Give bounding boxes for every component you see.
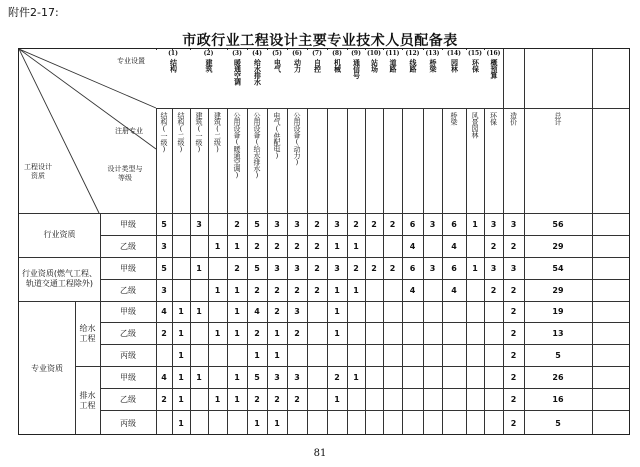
group-header-line (156, 108, 629, 109)
sub-column-label: 公用设备(暖通空调) (233, 112, 241, 179)
group-header-10 (365, 50, 383, 108)
table-cell (423, 344, 442, 366)
table-cell (307, 344, 327, 366)
group-name: 站场 (370, 59, 379, 72)
table-cell: 2 (389, 263, 396, 273)
table-cell: 2 (161, 394, 167, 404)
table-cell: 2 (161, 328, 167, 338)
group-header-14 (442, 50, 466, 108)
group-name: 概预算 (490, 59, 498, 79)
table-cell: 2 (314, 285, 320, 295)
table-cell: 2 (274, 307, 280, 316)
table-cell (208, 213, 227, 235)
table-cell (365, 301, 383, 322)
group-number: (9) (351, 50, 361, 57)
table-cell: 4 (409, 241, 416, 251)
table-cell: 3 (510, 263, 517, 273)
table-cell (402, 366, 423, 388)
table-cell (365, 279, 383, 301)
group-number: (2) (203, 50, 214, 57)
table-cell: 2 (294, 328, 300, 338)
group-number: (7) (312, 50, 322, 57)
group-name: 结构 (169, 59, 178, 72)
table-cell: 2 (510, 350, 517, 360)
group-header-16 (484, 50, 503, 108)
table-cell: 2 (274, 241, 280, 251)
group-number: (16) (486, 50, 501, 57)
group-number: (15) (467, 50, 483, 57)
table-cell (190, 235, 208, 257)
table-cell (347, 322, 365, 344)
table-cell (365, 410, 383, 436)
table-cell: 2 (510, 285, 517, 295)
table-cell: 3 (510, 219, 517, 229)
group-header-1 (156, 50, 190, 108)
table-cell: 2 (389, 219, 396, 229)
table-cell (423, 366, 442, 388)
table-cell (466, 322, 484, 344)
table-cell (402, 301, 423, 322)
corner-qualification: 工程设计资质 (24, 163, 52, 180)
table-cell (484, 388, 503, 410)
table-cell (402, 410, 423, 436)
table-cell: 2 (254, 328, 260, 338)
table-cell (208, 366, 227, 388)
table-cell (365, 322, 383, 344)
table-cell: 19 (552, 307, 564, 316)
table-cell: 2 (510, 328, 517, 338)
table-cell (365, 388, 383, 410)
group-number: (1) (168, 50, 178, 57)
table-cell: 2 (234, 219, 240, 229)
table-cell (172, 213, 190, 235)
table-cell (190, 279, 208, 301)
table-cell (365, 344, 383, 366)
table-cell: 2 (490, 241, 497, 251)
group-name: 自控 (313, 59, 322, 72)
table-cell: 1 (234, 372, 240, 382)
sub-column-label: 桥梁 (450, 112, 458, 125)
group-header-5 (267, 50, 287, 108)
table-cell: 2 (510, 394, 517, 404)
table-cell (208, 257, 227, 279)
table-cell: 3 (294, 219, 300, 229)
group-name: 园林 (450, 59, 459, 72)
table-cell: 3 (429, 263, 436, 273)
table-cell: 6 (451, 263, 457, 273)
table-cell: 6 (409, 219, 416, 229)
table-cell (383, 301, 402, 322)
table-cell (442, 366, 466, 388)
table-cell (287, 410, 307, 436)
table-cell: 4 (254, 307, 260, 316)
group-header-6 (287, 50, 307, 108)
table-cell (466, 410, 484, 436)
group-header-7 (307, 50, 327, 108)
page-title: 市政行业工程设计主要专业技术人员配备表 (182, 33, 458, 49)
table-cell (227, 410, 247, 436)
col-line (592, 49, 593, 434)
table-cell (442, 322, 466, 344)
table-cell (466, 235, 484, 257)
table-cell: 2 (314, 241, 320, 251)
table-cell: 3 (490, 219, 497, 229)
group-name: 给水排水 (253, 59, 262, 85)
grade-label: 乙级 (120, 241, 136, 251)
table-cell: 2 (234, 263, 240, 273)
table-cell: 2 (294, 394, 300, 404)
table-cell: 6 (451, 219, 457, 229)
table-cell (423, 388, 442, 410)
qualification-group: 行业资质(燃气工程、轨道交通工程除外) (21, 269, 98, 288)
table-cell: 2 (371, 219, 377, 229)
table-cell: 3 (161, 241, 167, 251)
table-cell (307, 322, 327, 344)
group-number: (12) (405, 50, 420, 57)
table-cell: 29 (552, 241, 564, 251)
page-number: 81 (313, 448, 327, 459)
table-cell: 1 (234, 241, 240, 251)
group-name: 桥梁 (429, 59, 437, 72)
group-name: 环保 (471, 59, 480, 72)
table-cell: 4 (451, 285, 457, 295)
table-cell (327, 344, 347, 366)
table-cell: 1 (334, 328, 340, 338)
table-cell (156, 410, 172, 436)
table-cell (383, 279, 402, 301)
qualification-group: 给水工程 (79, 323, 96, 343)
table-cell (307, 410, 327, 436)
corner-registered-specialty: 注册专业 (115, 127, 143, 135)
table-cell: 1 (214, 285, 221, 295)
group-header-11 (383, 50, 402, 108)
table-cell: 1 (178, 418, 184, 428)
grade-label: 丙级 (120, 418, 136, 428)
sub-column-label: 结构(二级) (177, 112, 185, 153)
table-cell: 1 (234, 307, 240, 316)
corner-design-type: 设计类型与等级 (107, 165, 143, 182)
table-cell (484, 322, 503, 344)
table-cell (442, 388, 466, 410)
table-cell (307, 301, 327, 322)
table-cell (307, 366, 327, 388)
table-cell: 54 (552, 263, 564, 273)
sub-column-label: 总计 (554, 112, 562, 125)
group-number: (6) (292, 50, 302, 57)
table-cell: 2 (353, 219, 359, 229)
table-cell: 3 (161, 285, 167, 295)
table-cell: 56 (552, 219, 564, 229)
group-name: 通信号 (352, 59, 361, 79)
table-cell: 29 (552, 285, 564, 295)
table-cell: 1 (334, 241, 340, 251)
group-number: (11) (385, 50, 400, 57)
table-cell: 5 (254, 219, 260, 229)
table-cell: 4 (451, 241, 457, 251)
table-cell (156, 344, 172, 366)
table-cell: 5 (254, 372, 260, 382)
table-cell (172, 279, 190, 301)
table-cell: 2 (314, 263, 320, 273)
group-name: 机械 (333, 59, 342, 72)
sub-column-label: 造价 (509, 112, 518, 125)
group-header-13 (423, 50, 442, 108)
table-cell: 4 (161, 307, 167, 316)
table-cell: 3 (334, 219, 340, 229)
group-number: (13) (425, 50, 440, 57)
table-cell: 13 (552, 328, 564, 338)
table-cell: 1 (334, 307, 340, 316)
table-cell: 1 (234, 285, 240, 295)
table-cell (365, 366, 383, 388)
table-cell (227, 344, 247, 366)
group-number: (5) (272, 50, 282, 57)
table-cell: 1 (178, 350, 184, 360)
group-name: 暖通空调 (233, 59, 242, 85)
table-cell (466, 366, 484, 388)
grade-label: 甲级 (120, 219, 136, 229)
table-cell: 4 (161, 372, 167, 382)
table-cell: 1 (274, 418, 280, 428)
qualification-group: 行业资质 (43, 230, 76, 240)
table-cell: 4 (409, 285, 416, 295)
table-cell (423, 235, 442, 257)
table-cell (347, 410, 365, 436)
group-number: (4) (252, 50, 262, 57)
qualification-group: 排水工程 (79, 391, 96, 410)
table-cell: 2 (314, 219, 320, 229)
table-cell: 2 (510, 241, 517, 251)
group-number: (8) (332, 50, 342, 57)
group-number: (10) (366, 50, 382, 57)
grade-label: 甲级 (120, 263, 136, 273)
table-cell: 1 (254, 350, 260, 360)
table-cell: 1 (274, 328, 280, 338)
table-cell: 3 (334, 263, 340, 273)
table-cell (466, 279, 484, 301)
table-cell (383, 366, 402, 388)
table-cell (347, 301, 365, 322)
table-cell: 1 (196, 263, 202, 273)
table-cell (347, 344, 365, 366)
table-cell: 1 (214, 241, 221, 251)
table-cell: 3 (294, 263, 300, 273)
table-cell: 6 (409, 263, 416, 273)
group-name: 道路 (389, 59, 397, 72)
table-cell (423, 410, 442, 436)
table-cell: 1 (178, 307, 184, 316)
table-cell: 2 (294, 241, 300, 251)
table-cell (442, 410, 466, 436)
table-cell (423, 279, 442, 301)
corner-specialty-setting: 专业设置 (117, 57, 145, 65)
table-cell: 2 (510, 307, 517, 316)
table-cell: 1 (353, 372, 359, 382)
grade-label: 乙级 (120, 328, 136, 338)
table-cell (383, 322, 402, 344)
table-cell: 1 (254, 418, 260, 428)
table-cell: 2 (274, 285, 280, 295)
group-header-15 (466, 50, 484, 108)
table-cell: 1 (334, 394, 340, 404)
table-cell (365, 235, 383, 257)
group-name: 线路 (409, 59, 417, 72)
table-cell (402, 344, 423, 366)
table-cell: 3 (196, 219, 202, 229)
table-cell (190, 322, 208, 344)
table-cell: 1 (472, 219, 478, 229)
table-cell (484, 344, 503, 366)
table-cell: 1 (214, 394, 221, 404)
table-cell (423, 322, 442, 344)
table-cell (347, 388, 365, 410)
staffing-table (18, 48, 630, 435)
grade-label: 乙级 (120, 285, 136, 295)
table-cell (383, 388, 402, 410)
sub-column-label: 公用设备(动力) (293, 112, 301, 166)
sub-column-label: 建筑(二级) (213, 112, 222, 153)
table-cell (466, 301, 484, 322)
table-cell (466, 388, 484, 410)
table-cell (287, 344, 307, 366)
group-number: (14) (446, 50, 462, 57)
table-cell: 3 (274, 372, 280, 382)
table-cell (402, 322, 423, 344)
table-cell: 1 (472, 263, 478, 273)
table-cell (208, 344, 227, 366)
table-cell: 2 (353, 263, 359, 273)
table-cell: 2 (510, 418, 517, 428)
sub-column-label: 风景园林 (471, 112, 479, 138)
table-cell: 1 (234, 328, 240, 338)
group-name: 动力 (293, 59, 302, 72)
grade-label: 丙级 (120, 350, 136, 360)
table-cell: 3 (274, 263, 280, 273)
group-header-9 (347, 50, 365, 108)
table-cell: 1 (214, 328, 221, 338)
table-cell (402, 388, 423, 410)
table-cell: 2 (254, 285, 260, 295)
group-name: 电气 (273, 59, 282, 72)
table-cell: 1 (353, 285, 359, 295)
table-cell: 5 (555, 418, 561, 428)
sub-column-label: 建筑(一级) (195, 112, 203, 153)
table-cell: 1 (234, 394, 240, 404)
table-cell: 2 (334, 372, 340, 382)
table-cell: 2 (371, 263, 377, 273)
table-cell: 5 (161, 263, 167, 273)
table-cell: 1 (178, 328, 184, 338)
table-cell (442, 344, 466, 366)
table-cell (190, 388, 208, 410)
table-cell (208, 410, 227, 436)
table-cell (327, 410, 347, 436)
table-cell (172, 257, 190, 279)
table-cell (383, 410, 402, 436)
table-cell: 2 (294, 285, 300, 295)
table-cell: 2 (274, 394, 280, 404)
table-cell: 3 (294, 372, 300, 382)
table-cell: 3 (294, 307, 300, 316)
qualification-group: 专业资质 (31, 363, 63, 373)
grade-label: 甲级 (120, 372, 136, 382)
table-cell (190, 344, 208, 366)
table-cell (484, 410, 503, 436)
table-cell: 1 (196, 372, 202, 382)
table-cell: 3 (490, 263, 497, 273)
table-cell: 2 (254, 241, 260, 251)
table-cell: 2 (254, 394, 260, 404)
grade-label: 乙级 (120, 394, 136, 404)
table-cell: 5 (254, 263, 260, 273)
table-cell: 26 (552, 372, 564, 382)
sub-column-label: 结构(一级) (160, 112, 168, 153)
table-cell: 1 (196, 307, 202, 316)
group-number: (3) (232, 50, 242, 57)
annex-label: 附件2-17: (8, 6, 59, 19)
table-cell: 5 (555, 350, 561, 360)
table-cell (466, 344, 484, 366)
table-cell (484, 301, 503, 322)
table-cell (423, 301, 442, 322)
table-cell (172, 235, 190, 257)
table-cell: 16 (552, 394, 564, 404)
table-cell: 1 (178, 372, 184, 382)
group-header-3 (227, 50, 247, 108)
table-cell: 1 (353, 241, 359, 251)
table-cell (484, 366, 503, 388)
group-header-2 (190, 50, 227, 108)
group-header-4 (247, 50, 267, 108)
table-cell: 2 (510, 372, 517, 382)
group-header-8 (327, 50, 347, 108)
table-cell: 3 (429, 219, 436, 229)
table-cell (208, 301, 227, 322)
table-cell: 1 (334, 285, 340, 295)
group-name: 建筑 (205, 59, 213, 72)
sub-column-label: 公用设备(给水排水) (253, 112, 261, 179)
table-cell (190, 410, 208, 436)
table-cell: 3 (274, 219, 280, 229)
table-cell (383, 235, 402, 257)
table-cell (383, 344, 402, 366)
table-cell (442, 301, 466, 322)
table-cell: 1 (178, 394, 184, 404)
table-cell: 2 (490, 285, 497, 295)
grade-label: 甲级 (120, 307, 136, 316)
table-cell: 5 (161, 219, 167, 229)
table-cell: 1 (274, 350, 280, 360)
table-cell (307, 388, 327, 410)
sub-column-label: 电气(供配电) (273, 112, 281, 160)
group-header-12 (402, 50, 423, 108)
sub-column-label: 环保 (489, 112, 498, 125)
